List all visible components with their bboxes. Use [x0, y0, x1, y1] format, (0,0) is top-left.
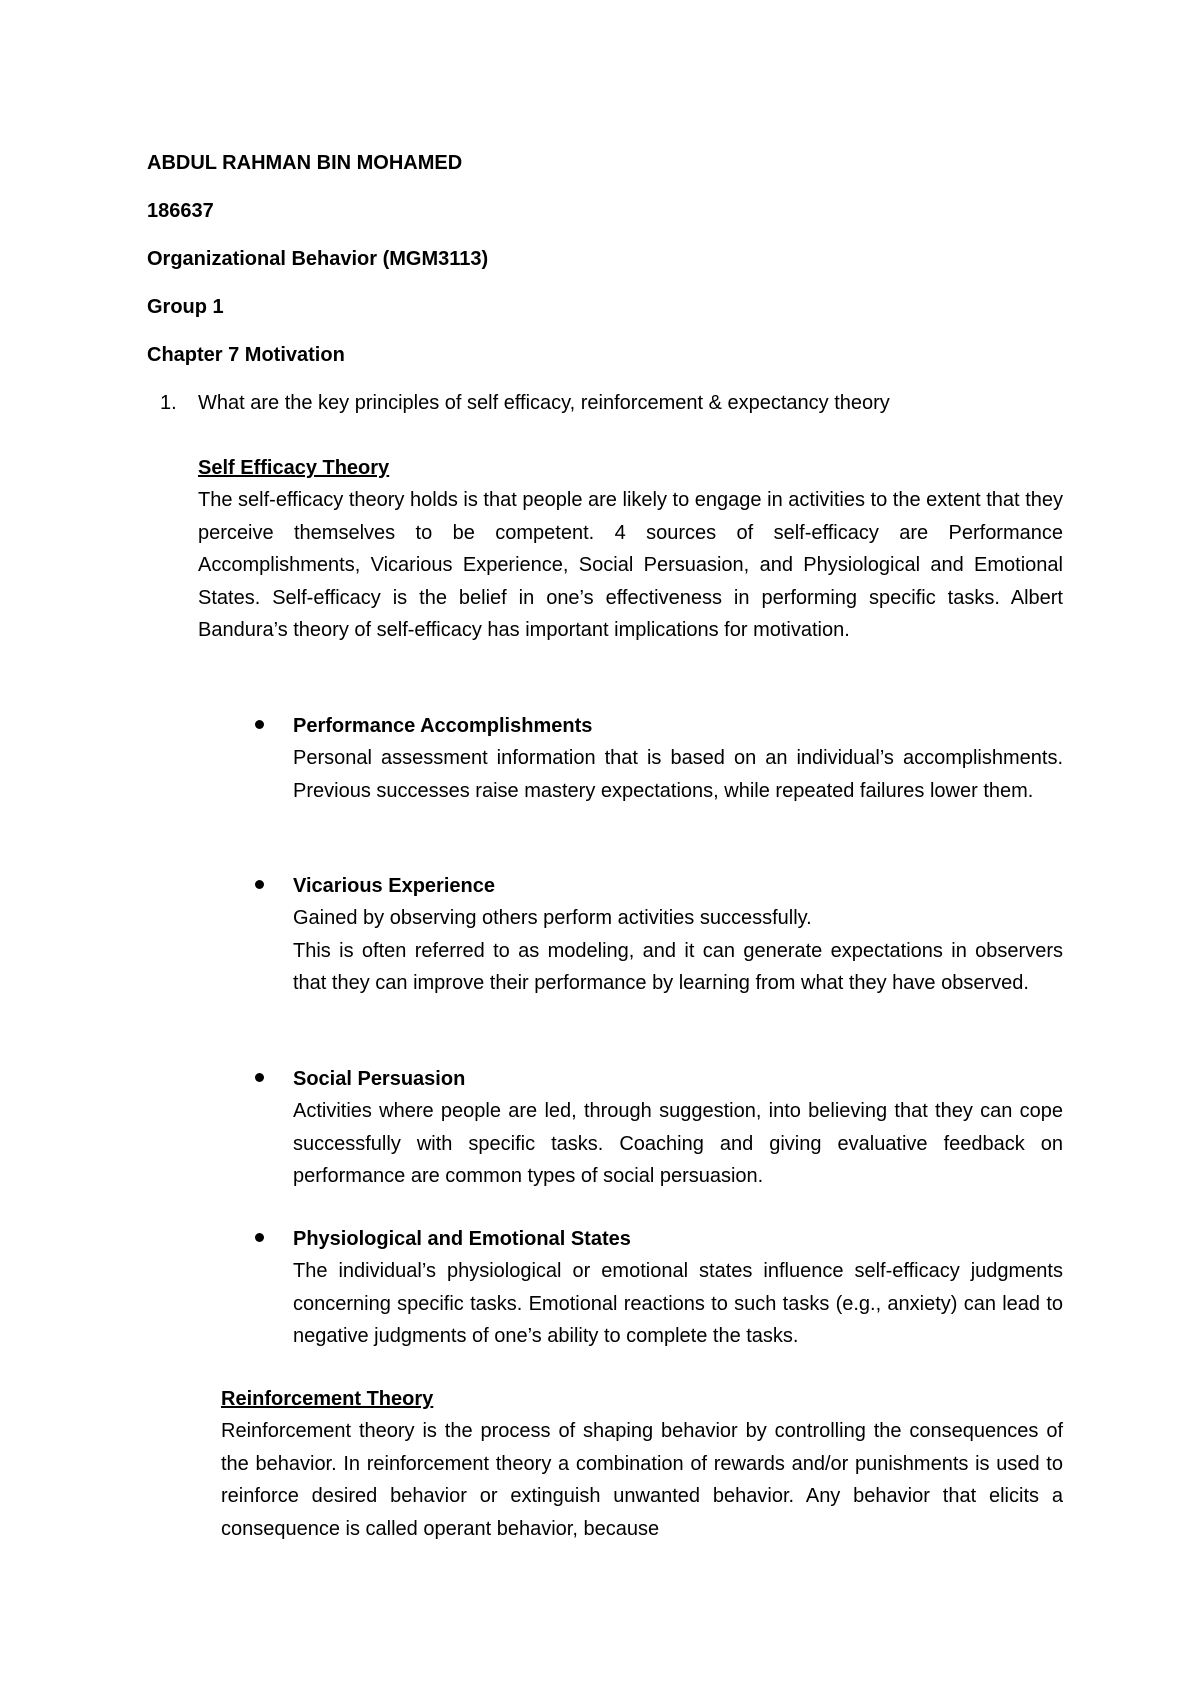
source-description [293, 1255, 1063, 1353]
source-title: Social Persuasion [293, 1068, 466, 1090]
self-efficacy-heading: Self Efficacy Theory [198, 457, 390, 479]
bullet-icon [255, 720, 264, 729]
student-id: 186637 [147, 200, 214, 222]
source-description-text-2: This is often referred to as modeling, and it can generate expectations in observers that they can improve their performance by learning from what they have observed. [293, 939, 1063, 994]
source-title: Physiological and Emotional States [293, 1228, 631, 1250]
bullet-icon [255, 880, 264, 889]
source-description [293, 1095, 1063, 1193]
source-description-text: Personal assessment information that is based on an individual’s accomplishments. Previous successes raise mastery expectations, while repeated failures lower them. [293, 747, 1063, 802]
bullet-icon [255, 1233, 264, 1242]
chapter-title: Chapter 7 Motivation [147, 344, 345, 366]
question-number: 1. [160, 392, 177, 414]
source-description [293, 902, 1063, 1000]
reinforcement-paragraph: Reinforcement theory is the process of shaping behavior by controlling the consequences of the behavior. In reinforcement theory a combination of rewards and/or punishments is used to reinforce desired behavior or extinguish unwanted behavior. Any behavior that elicits a consequence is called operant behavior, because [221, 1420, 1063, 1540]
question-text: What are the key principles of self efficacy, reinforcement & expectancy theory [198, 392, 890, 414]
student-name: ABDUL RAHMAN BIN MOHAMED [147, 152, 463, 174]
source-title: Vicarious Experience [293, 875, 495, 897]
source-description-text: The individual’s physiological or emotional states influence self-efficacy judgments concerning specific tasks. Emotional reactions to such tasks (e.g., anxiety) can lead to negative judgments of one’s ability to complete the tasks. [293, 1260, 1063, 1347]
course-title: Organizational Behavior (MGM3113) [147, 248, 489, 270]
bullet-icon [255, 1073, 264, 1082]
source-description-text: Gained by observing others perform activities successfully. [293, 907, 812, 929]
source-description [293, 742, 1063, 807]
source-description-text: Activities where people are led, through suggestion, into believing that they can cope successfully with specific tasks. Coaching and giving evaluative feedback on performance are common types of social persuasion. [293, 1100, 1063, 1187]
source-title: Performance Accomplishments [293, 715, 593, 737]
reinforcement-heading: Reinforcement Theory [221, 1388, 434, 1410]
group-label: Group 1 [147, 296, 224, 318]
self-efficacy-paragraph: The self-efficacy theory holds is that people are likely to engage in activities to the extent that they perceive themselves to be competent. 4 sources of self-efficacy are Performance Accomplishments, Vicarious Experience, Social Persuasion, and Physiological and Emotional States. Self-efficacy is the belief in one’s effectiveness in performing specific tasks. Albert Bandura’s theory of self-efficacy has important implications for motivation. [198, 489, 1063, 641]
